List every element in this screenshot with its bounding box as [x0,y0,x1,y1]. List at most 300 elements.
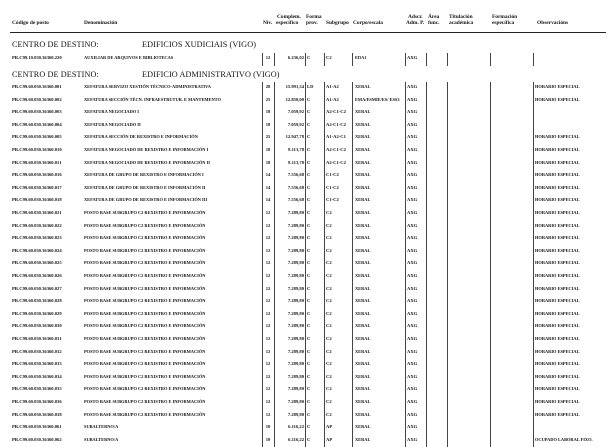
column-divider [447,372,448,385]
column-divider [405,246,406,259]
position-provision: C [307,147,311,152]
column-divider [324,347,325,360]
position-complement: 7.289,80 [287,298,304,304]
column-divider [426,296,427,309]
position-complement: 7.289,80 [287,361,304,367]
column-divider [447,334,448,347]
column-divider [533,221,534,234]
position-adscription: AXG [407,247,418,253]
position-corps: XERAL [355,147,371,152]
position-provision: C [307,247,311,253]
position-corps: XERAL [355,323,371,329]
position-code: PR.C99.60.030.36360.017 [12,184,62,190]
column-divider [405,347,406,360]
column-divider [274,132,275,145]
column-divider [305,296,306,309]
column-divider [405,334,406,347]
column-divider [324,435,325,447]
position-denomination: XEFATURA SECCIÓN TÉCN. INFRAESTRUTUR. E MANTEMENTO [84,96,221,102]
column-divider [324,271,325,284]
position-corps: XERAL [355,310,371,316]
position-code: PR.C99.60.030.36360.004 [12,121,62,127]
position-observations: HORARIO ESPECIAL [535,197,580,203]
position-subgroup: AP [326,436,333,442]
column-divider [405,221,406,234]
position-level: 12 [265,386,271,392]
column-divider [533,410,534,423]
position-subgroup: C2 [326,273,332,278]
position-adscription: AXG [407,222,418,228]
position-level: 14 [265,172,271,178]
position-complement: 7.289,80 [287,285,304,291]
position-adscription: AXG [407,147,418,152]
position-adscription: AXG [407,273,418,278]
column-divider [426,95,427,108]
column-divider [405,208,406,221]
column-divider [352,233,353,246]
column-divider [490,422,491,435]
position-provision: C [307,134,311,140]
position-subgroup: C2 [326,386,332,392]
position-observations: OCUPADO LABORAL FIXO. [535,436,593,442]
position-level: 12 [265,273,271,278]
position-adscription: AXG [407,310,418,316]
table-row [0,170,615,183]
table-row [0,95,615,108]
position-provision: C [307,172,311,178]
position-subgroup: C1-C2 [326,197,339,203]
column-divider [533,95,534,108]
column-divider [305,334,306,347]
header-niv: Niv. [263,20,273,26]
position-provision: C [307,159,311,165]
position-level: 12 [265,411,271,417]
position-corps: XERAL [355,159,371,165]
column-divider [352,284,353,297]
position-code: PR.C99.60.030.36360.028 [12,298,62,304]
column-divider [447,195,448,208]
position-observations: HORARIO ESPECIAL [535,399,580,404]
column-divider [533,233,534,246]
position-adscription: AXG [407,373,418,379]
position-code: PR.C99.60.030.36360.033 [12,361,62,367]
column-divider [447,397,448,410]
table-row [0,410,615,423]
position-denomination: POSTO BASE SUBGRUPO C2 REXISTRO E INFORMACIÓN [84,348,206,354]
position-provision: LD [307,84,314,89]
position-code: PR.C99.60.030.36360.026 [12,273,62,278]
position-observations: HORARIO ESPECIAL [535,235,580,241]
position-level: 12 [265,373,271,379]
column-divider [352,120,353,133]
position-observations: HORARIO ESPECIAL [535,184,580,190]
position-denomination: AUXILIAR DE ARQUIVOS E BIBLIOTECAS [84,55,174,60]
column-divider [490,145,491,158]
column-divider [447,309,448,322]
position-complement: 15.991,34 [285,84,304,89]
column-divider [274,347,275,360]
column-divider [490,410,491,423]
column-divider [324,359,325,372]
position-observations: HORARIO ESPECIAL [535,386,580,392]
column-divider [426,246,427,259]
column-divider [274,95,275,108]
column-divider [305,271,306,284]
column-divider [405,145,406,158]
position-denomination: POSTO BASE SUBGRUPO C2 REXISTRO E INFORMACIÓN [84,336,206,341]
position-denomination: POSTO BASE SUBGRUPO C2 REXISTRO E INFORMACIÓN [84,298,206,304]
column-divider [352,435,353,447]
position-complement: 7.289,80 [287,222,304,228]
position-subgroup: C2 [326,260,332,266]
column-divider [405,435,406,447]
column-divider [324,145,325,158]
table-row [0,334,615,347]
column-divider [324,107,325,120]
column-divider [324,120,325,133]
position-level: 18 [265,109,271,115]
column-divider [352,183,353,196]
position-adscription: AXG [407,348,418,354]
position-observations: HORARIO ESPECIAL [535,260,580,266]
column-divider [447,233,448,246]
position-observations: HORARIO ESPECIAL [535,285,580,291]
column-divider [490,271,491,284]
column-divider [305,170,306,183]
position-level: 10 [265,424,271,430]
column-divider [405,359,406,372]
column-divider [533,132,534,145]
column-divider [405,132,406,145]
position-corps: XERAL [355,210,371,215]
position-level: 28 [265,84,271,89]
header-observacions: Observacións [537,20,569,26]
column-divider [533,296,534,309]
column-divider [447,410,448,423]
column-divider [533,372,534,385]
column-divider [426,221,427,234]
column-divider [490,284,491,297]
position-observations: HORARIO ESPECIAL [535,298,580,304]
position-observations: HORARIO ESPECIAL [535,84,580,89]
column-divider [490,359,491,372]
column-divider [274,158,275,171]
position-observations: HORARIO ESPECIAL [535,172,580,178]
column-divider [352,145,353,158]
column-divider [405,296,406,309]
table-row [0,233,615,246]
column-divider [305,397,306,410]
column-divider [274,221,275,234]
column-divider [533,195,534,208]
position-subgroup: C2 [326,411,332,417]
column-divider [274,107,275,120]
column-divider [274,410,275,423]
column-divider [490,321,491,334]
column-divider [274,309,275,322]
position-subgroup: C1-C2 [326,172,339,178]
column-divider [324,183,325,196]
position-adscription: AXG [407,436,418,442]
table-row [0,120,615,133]
header-formacion-2: específica [492,20,515,26]
position-code: PR.C99.60.030.36360.035 [12,386,62,392]
position-level: 12 [265,399,271,404]
position-corps: XERAL [355,134,371,140]
column-divider [324,53,325,66]
column-divider [533,107,534,120]
position-subgroup: C2 [326,373,332,379]
position-denomination: POSTO BASE SUBGRUPO C2 REXISTRO E INFORMACIÓN [84,361,206,367]
position-complement: 6.116,22 [288,436,304,442]
position-provision: C [307,348,311,354]
position-level: 12 [265,348,271,354]
position-provision: C [307,273,311,278]
position-provision: C [307,361,311,367]
position-complement: 12.947,78 [285,134,304,140]
position-level: 12 [265,361,271,367]
position-level: 12 [265,247,271,253]
column-divider [352,296,353,309]
column-divider [352,53,353,66]
column-divider [490,384,491,397]
position-provision: C [307,386,311,392]
position-code: PR.C99.60.030.36360.011 [12,159,62,165]
position-subgroup: C2 [326,55,332,60]
column-divider [324,384,325,397]
column-divider [274,422,275,435]
position-level: 12 [265,55,271,60]
position-level: 12 [265,210,271,215]
column-divider [533,183,534,196]
column-divider [274,195,275,208]
column-divider [447,258,448,271]
position-observations: HORARIO ESPECIAL [535,247,580,253]
column-divider [490,309,491,322]
position-subgroup: A2-C1-C2 [326,147,346,152]
position-complement: 7.289,80 [287,386,304,392]
position-subgroup: C2 [326,247,332,253]
column-divider [490,347,491,360]
table-row [0,246,615,259]
table-row [0,208,615,221]
table-row [0,195,615,208]
column-divider [447,95,448,108]
column-divider [305,422,306,435]
column-divider [274,82,275,95]
column-divider [426,195,427,208]
header-subgrupo: Subgrupo [326,20,349,26]
column-divider [405,233,406,246]
position-code: PR.C99.60.030.36360.061 [12,424,62,430]
position-provision: C [307,197,311,203]
position-code: PR.C99.60.030.36360.034 [12,373,62,379]
column-divider [490,120,491,133]
position-complement: 7.289,80 [287,348,304,354]
position-provision: C [307,260,311,266]
column-divider [490,170,491,183]
position-complement: 7.289,80 [287,373,304,379]
column-divider [274,271,275,284]
column-divider [447,53,448,66]
position-adscription: AXG [407,298,418,304]
column-divider [405,384,406,397]
position-subgroup: A2-C1-C2 [326,121,346,127]
column-divider [305,258,306,271]
position-code: PR.C99.60.030.36360.016 [12,172,62,178]
column-divider [352,271,353,284]
column-divider [426,120,427,133]
position-denomination: POSTO BASE SUBGRUPO C2 REXISTRO E INFORMACIÓN [84,260,206,266]
position-adscription: AXG [407,55,418,60]
position-observations: HORARIO ESPECIAL [535,361,580,367]
column-divider [274,145,275,158]
position-provision: C [307,323,311,329]
position-adscription: AXG [407,399,418,404]
column-divider [305,309,306,322]
column-divider [274,183,275,196]
position-level: 14 [265,184,271,190]
column-divider [533,158,534,171]
column-divider [447,435,448,447]
position-observations: HORARIO ESPECIAL [535,147,580,152]
position-code: PR.C99.60.030.36360.018 [12,197,62,203]
position-code: PR.C99.60.030.36360.022 [12,222,62,228]
column-divider [447,296,448,309]
column-divider [426,372,427,385]
position-corps: XERAL [355,184,371,190]
column-divider [274,359,275,372]
column-divider [426,384,427,397]
position-denomination: XEFATURA SECCIÓN DE REXISTRO E INFORMACIÓN [84,134,198,140]
header-corpo: Corpo/escala [353,20,383,26]
table-row [0,347,615,360]
position-provision: C [307,109,311,115]
position-subgroup: C1-C2 [326,184,339,190]
position-complement: 7.289,80 [287,323,304,329]
column-divider [447,246,448,259]
position-observations: HORARIO ESPECIAL [535,310,580,316]
column-divider [405,309,406,322]
position-code: PR.C99.60.030.36360.027 [12,285,62,291]
position-denomination: SUBALTERNO/A [84,436,119,442]
column-divider [324,208,325,221]
position-subgroup: A1-A2 [326,96,339,102]
position-corps: XERAL [355,411,371,417]
position-level: 25 [265,134,271,140]
position-corps: XERAL [355,361,371,367]
header-formacion: Formación [492,14,518,20]
position-provision: C [307,121,311,127]
header-area: Área [428,14,440,20]
position-observations: HORARIO ESPECIAL [535,336,580,341]
position-code: PR.C99.10.030.36360.220 [12,55,62,60]
position-subgroup: C2 [326,399,332,404]
column-divider [490,435,491,447]
column-divider [324,95,325,108]
column-divider [274,296,275,309]
column-divider [405,397,406,410]
position-adscription: AXG [407,386,418,392]
position-denomination: XEFATURA SERVIZO XESTIÓN TÉCNICO-ADMINISTRATIVA [84,84,211,89]
column-divider [490,246,491,259]
column-divider [274,435,275,447]
position-subgroup: C2 [326,222,332,228]
column-divider [352,359,353,372]
position-denomination: POSTO BASE SUBGRUPO C2 REXISTRO E INFORMACIÓN [84,323,206,329]
position-level: 12 [265,323,271,329]
position-denomination: POSTO BASE SUBGRUPO C2 REXISTRO E INFORMACIÓN [84,386,206,392]
column-divider [490,53,491,66]
position-provision: C [307,436,311,442]
position-provision: C [307,210,311,215]
position-code: PR.C99.60.030.36360.025 [12,260,62,266]
column-divider [490,195,491,208]
position-complement: 7.289,80 [287,310,304,316]
centro-label: CENTRO DE DESTINO: [12,40,99,49]
column-divider [447,221,448,234]
position-corps: XERAL [355,348,371,354]
position-subgroup: C2 [326,323,332,329]
column-divider [426,397,427,410]
column-divider [352,422,353,435]
position-subgroup: AP [326,424,333,430]
column-divider [305,435,306,447]
column-divider [533,347,534,360]
column-divider [352,397,353,410]
position-denomination: POSTO BASE SUBGRUPO C2 REXISTRO E INFORMACIÓN [84,222,206,228]
column-divider [533,82,534,95]
column-divider [533,321,534,334]
column-divider [324,221,325,234]
column-divider [490,82,491,95]
position-corps: XERAL [355,336,371,341]
column-divider [352,321,353,334]
position-denomination: POSTO BASE SUBGRUPO C2 REXISTRO E INFORMACIÓN [84,235,206,241]
position-code: PR.C99.60.030.36360.005 [12,134,62,140]
position-observations: HORARIO ESPECIAL [535,96,580,102]
column-divider [405,258,406,271]
position-complement: 8.113,78 [288,147,304,152]
table-row [0,384,615,397]
column-divider [447,359,448,372]
position-adscription: AXG [407,121,418,127]
position-denomination: XEFATURA DE GRUPO DE REXISTRO E INFORMACIÓN I [84,172,204,178]
column-divider [274,233,275,246]
column-divider [324,258,325,271]
position-denomination: POSTO BASE SUBGRUPO C2 REXISTRO E INFORMACIÓN [84,373,206,379]
column-divider [533,271,534,284]
column-divider [426,284,427,297]
position-provision: C [307,235,311,241]
column-divider [426,309,427,322]
column-divider [490,221,491,234]
position-subgroup: A2-C1-C2 [326,109,346,115]
position-level: 14 [265,197,271,203]
position-level: 12 [265,285,271,291]
column-divider [533,309,534,322]
column-divider [352,107,353,120]
position-subgroup: C2 [326,210,332,215]
column-divider [490,372,491,385]
position-provision: C [307,96,311,102]
column-divider [447,321,448,334]
position-observations: HORARIO ESPECIAL [535,411,580,417]
table-row [0,271,615,284]
column-divider [490,397,491,410]
column-divider [324,397,325,410]
position-complement: 7.289,80 [287,336,304,341]
